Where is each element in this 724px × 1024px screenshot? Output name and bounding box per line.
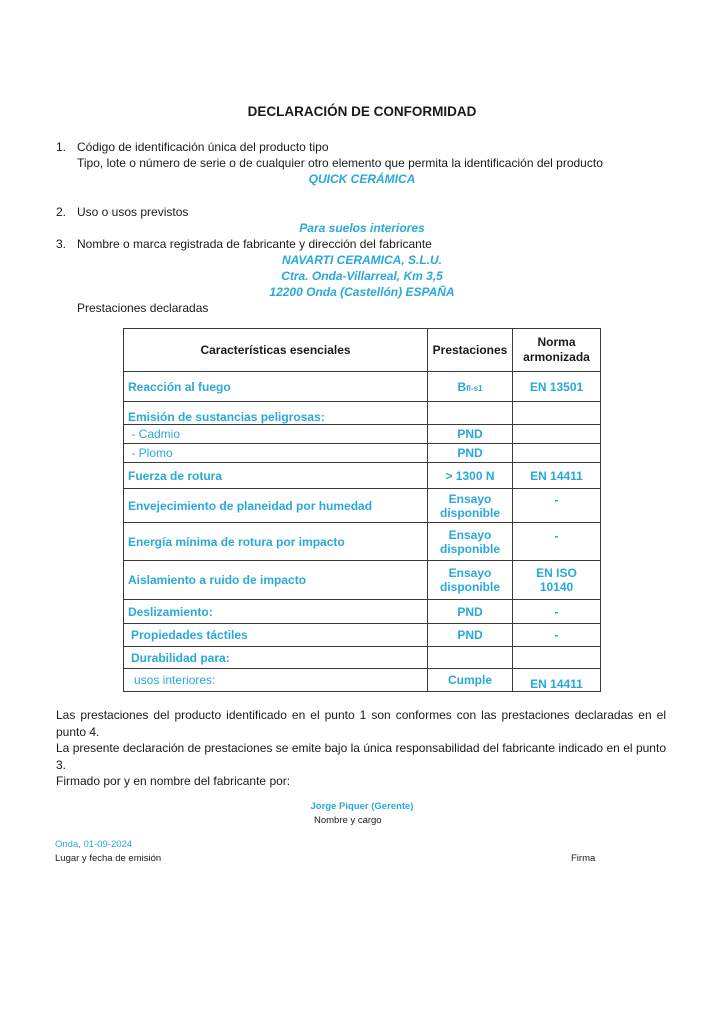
signer-label: Nombre y cargo [314, 815, 382, 826]
table-row [124, 425, 601, 444]
header-characteristics: Características esenciales [124, 329, 428, 372]
signed-by-label: Firmado por y en nombre del fabricante por: [56, 774, 291, 788]
row-standard: EN 14411 [513, 669, 601, 692]
row-characteristic: Durabilidad para: [124, 647, 428, 669]
table-row [124, 489, 601, 523]
performance-suffix: -s1 [471, 383, 483, 393]
row-characteristic: Fuerza de rotura [124, 463, 428, 489]
row-standard: - [513, 523, 601, 561]
performance-table [123, 328, 601, 692]
section-2-number: 2. [56, 205, 67, 219]
row-standard [513, 647, 601, 669]
row-performance: Ensayo disponible [428, 561, 513, 600]
row-performance: PND [428, 425, 513, 444]
table-row [124, 600, 601, 624]
place-date-value: Onda, 01-09-2024 [55, 839, 133, 850]
declared-performance-label: Prestaciones declaradas [77, 301, 209, 315]
signer-name: Jorge Piquer (Gerente) [310, 801, 414, 812]
row-standard: - [513, 489, 601, 523]
section-1-heading: Código de identificación única del producto tipo [77, 140, 329, 154]
row-characteristic: Energía mínima de rotura por impacto [124, 523, 428, 561]
section-1-description: Tipo, lote o número de serie o de cualquier otro elemento que permita la identificación del producto [77, 156, 603, 170]
row-characteristic: Propiedades táctiles [124, 624, 428, 647]
table-header-row [124, 329, 601, 372]
document-title: DECLARACIÓN DE CONFORMIDAD [247, 104, 477, 119]
row-characteristic: Aislamiento a ruido de impacto [124, 561, 428, 600]
row-standard [513, 402, 601, 425]
intended-use: Para suelos interiores [299, 221, 425, 235]
row-performance: Cumple [428, 669, 513, 692]
row-performance: Ensayo disponible [428, 489, 513, 523]
header-standard: Norma armonizada [513, 329, 601, 372]
row-standard [513, 425, 601, 444]
row-performance: > 1300 N [428, 463, 513, 489]
row-performance [428, 647, 513, 669]
row-performance: PND [428, 444, 513, 463]
row-characteristic: usos interiores: [124, 669, 428, 692]
performance-class: B [457, 379, 467, 394]
section-3-heading: Nombre o marca registrada de fabricante y dirección del fabricante [77, 237, 432, 251]
row-characteristic: - Cadmio [124, 425, 428, 444]
table-row [124, 444, 601, 463]
conformity-statement: Las prestaciones del producto identificado en el punto 1 son conformes con las prestaciones declaradas en el punto 4. [56, 708, 666, 739]
table-row [124, 463, 601, 489]
row-performance: PND [428, 600, 513, 624]
table-row [124, 561, 601, 600]
product-name: QUICK CERÁMICA [308, 172, 416, 186]
manufacturer-address-line-2: 12200 Onda (Castellón) ESPAÑA [269, 285, 455, 299]
row-standard: EN 14411 [513, 463, 601, 489]
section-2-heading: Uso o usos previstos [77, 205, 189, 219]
table-row [124, 624, 601, 647]
responsibility-statement: La presente declaración de prestaciones se emite bajo la única responsabilidad del fabricante indicado en el punto 3. [56, 741, 666, 772]
table-row [124, 523, 601, 561]
place-date-label: Lugar y fecha de emisión [55, 853, 162, 864]
table-row [124, 402, 601, 425]
row-standard: - [513, 600, 601, 624]
row-characteristic: Reacción al fuego [124, 372, 428, 402]
signature-label: Firma [571, 853, 596, 864]
row-standard: EN ISO 10140 [513, 561, 601, 600]
header-performance: Prestaciones [428, 329, 513, 372]
table-row [124, 669, 601, 692]
manufacturer-address-line-1: Ctra. Onda-Villarreal, Km 3,5 [281, 269, 443, 283]
manufacturer-name: NAVARTI CERAMICA, S.L.U. [281, 253, 442, 267]
row-standard [513, 444, 601, 463]
row-characteristic: Deslizamiento: [124, 600, 428, 624]
table-row [124, 647, 601, 669]
row-standard: - [513, 624, 601, 647]
row-characteristic: Emisión de sustancias peligrosas: [124, 402, 428, 425]
table-row [124, 372, 601, 402]
row-performance [428, 402, 513, 425]
row-performance: PND [428, 624, 513, 647]
section-1-number: 1. [56, 140, 67, 154]
section-3-number: 3. [56, 237, 67, 251]
performance-subscript: fl [466, 383, 471, 393]
row-characteristic: Envejecimiento de planeidad por humedad [124, 489, 428, 523]
row-standard: EN 13501 [513, 372, 601, 402]
row-performance: Ensayo disponible [428, 523, 513, 561]
row-characteristic: - Plomo [124, 444, 428, 463]
row-performance [428, 372, 513, 402]
